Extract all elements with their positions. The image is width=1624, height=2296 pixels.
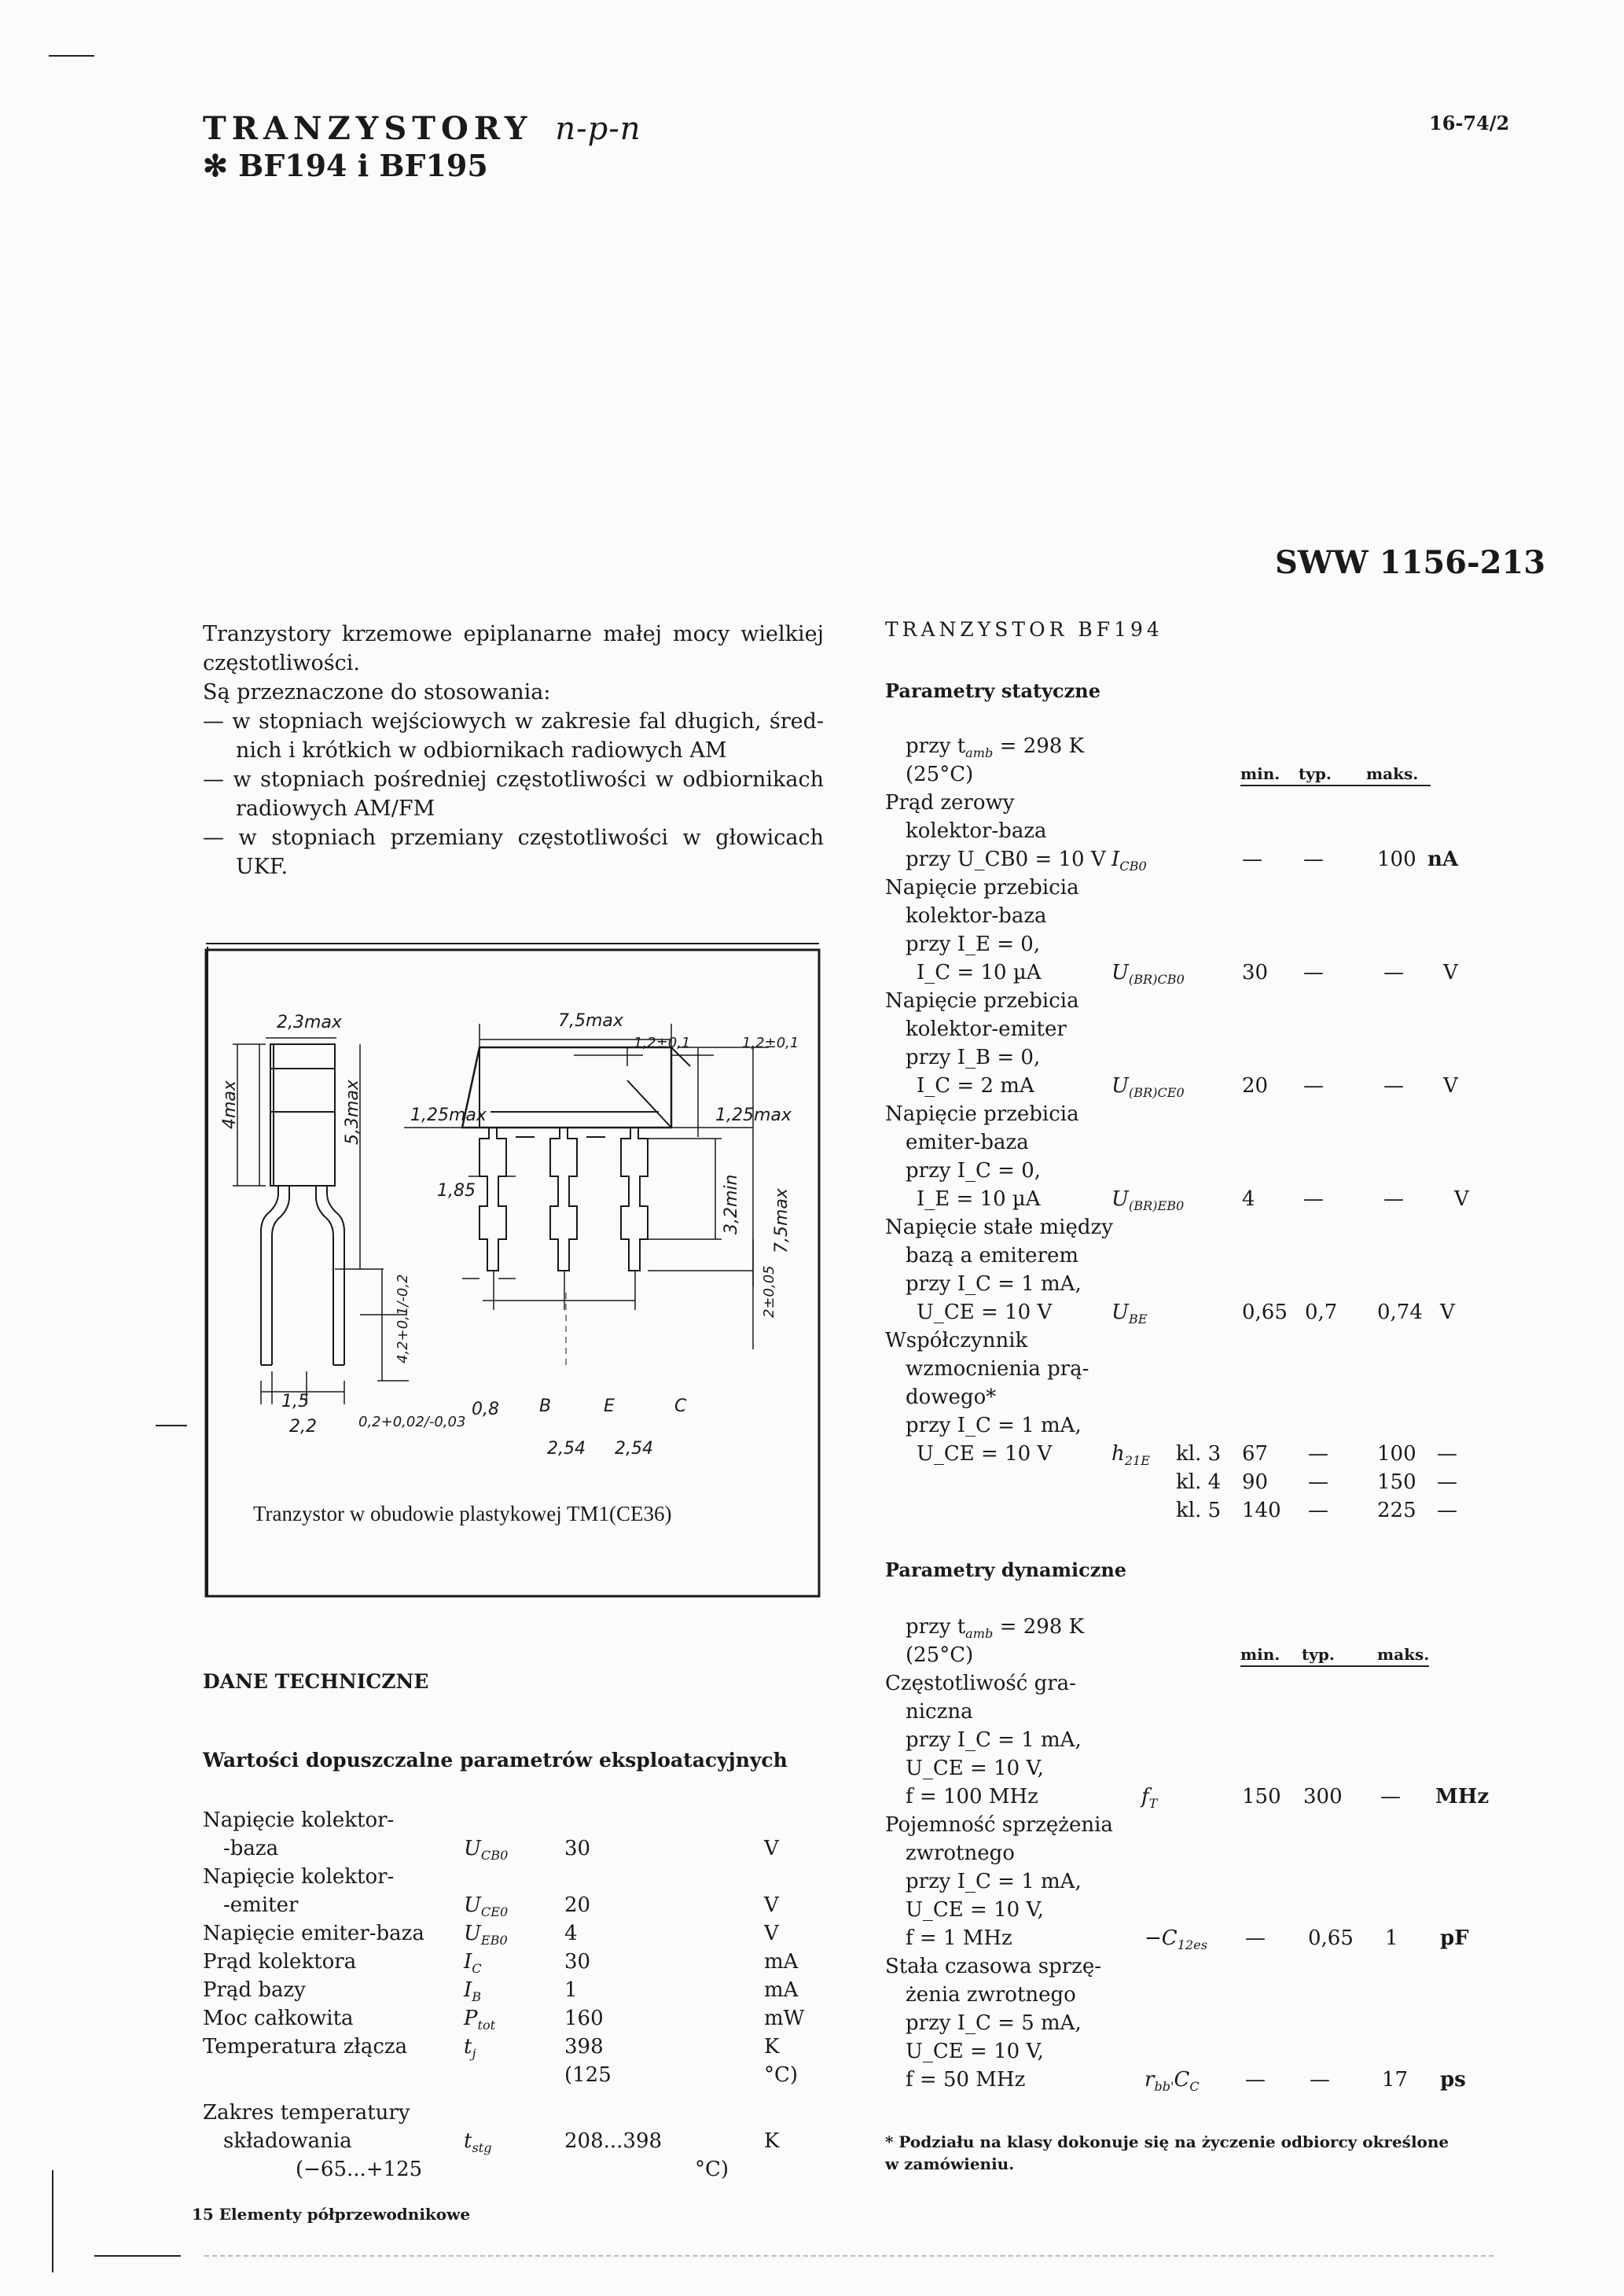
dim-label: 7,5max bbox=[772, 1188, 792, 1253]
param-line: przy I_E = 0, bbox=[906, 933, 1041, 956]
param-line: f = 50 MHz bbox=[906, 2068, 1026, 2092]
tech-symbol: $I_B$ bbox=[464, 1978, 482, 2005]
param-line: Prąd zerowy bbox=[885, 791, 1015, 815]
param-max: 100 bbox=[1377, 848, 1416, 871]
intro-line: — w stopniach pośredniej częstotliwości w odbiornikach bbox=[203, 767, 824, 792]
dim-label: 4max bbox=[220, 1080, 240, 1129]
param-min: — bbox=[1245, 1926, 1266, 1950]
param-unit: pF bbox=[1440, 1926, 1469, 1950]
dim-label: 2,54 bbox=[615, 1439, 653, 1459]
tech-name: Napięcie emiter-baza bbox=[203, 1922, 424, 1945]
dynamic-table bbox=[885, 1615, 1514, 2103]
dim-label: 3,2min bbox=[722, 1174, 741, 1234]
param-max: 17 bbox=[1382, 2068, 1409, 2092]
param-max: — bbox=[1383, 1187, 1404, 1211]
dim-label: 2,54 bbox=[547, 1439, 586, 1459]
footnote: * Podziału na klasy dokonuje się na życzenie odbiorcy określone bbox=[885, 2132, 1449, 2151]
param-line: I_E = 10 µA bbox=[917, 1187, 1041, 1211]
param-symbol: $I_{CB0}$ bbox=[1111, 848, 1147, 874]
tech-unit: K bbox=[764, 2035, 780, 2059]
header-rule bbox=[1240, 785, 1431, 786]
param-symbol: $U_{(BR)CB0}$ bbox=[1111, 961, 1185, 988]
param-typ: — bbox=[1308, 1442, 1328, 1466]
param-min: 140 bbox=[1242, 1499, 1281, 1522]
tech-name: Temperatura złącza bbox=[203, 2035, 408, 2059]
dim-label: 7,5max bbox=[558, 1011, 623, 1031]
tech-symbol: $I_C$ bbox=[464, 1950, 482, 1977]
tech-symbol: $U_{EB0}$ bbox=[464, 1922, 508, 1948]
hfe-class: kl. 5 bbox=[1176, 1499, 1222, 1522]
dim-label: 2,2 bbox=[289, 1417, 317, 1437]
param-line: bazą a emiterem bbox=[906, 1244, 1079, 1268]
param-min: 20 bbox=[1242, 1074, 1269, 1098]
tech-unit: V bbox=[764, 1922, 779, 1945]
top-left-rule bbox=[49, 55, 94, 57]
tech-name: Moc całkowita bbox=[203, 2007, 354, 2030]
col-typ: typ. bbox=[1299, 764, 1332, 786]
param-symbol: $-C_{12es}$ bbox=[1145, 1926, 1207, 1953]
tech-unit: V bbox=[764, 1837, 779, 1860]
standard-number: SWW 1156-213 bbox=[1275, 544, 1546, 581]
tech-value: 1 bbox=[564, 1978, 578, 2002]
param-line: Napięcie przebicia bbox=[885, 1102, 1079, 1126]
intro-line: — w stopniach przemiany częstotliwości w głowicach bbox=[203, 826, 824, 850]
param-min: — bbox=[1245, 2068, 1266, 2092]
param-max: — bbox=[1383, 1074, 1404, 1098]
tech-value: 208...398 bbox=[564, 2129, 663, 2153]
dim-label: 1,2±0,1 bbox=[634, 1035, 691, 1051]
tech-value: 30 bbox=[564, 1950, 591, 1974]
dynamic-heading: Parametry dynamiczne bbox=[885, 1558, 1127, 1581]
dim-label: 0,2+0,02/-0,03 bbox=[358, 1414, 466, 1430]
tech-table bbox=[203, 1808, 832, 2162]
page-code: 16-74/2 bbox=[1429, 112, 1510, 134]
intro-line: radiowych AM/FM bbox=[236, 797, 435, 821]
param-max: 150 bbox=[1377, 1470, 1416, 1494]
figure-caption: Tranzystor w obudowie plastykowej TM1(CE36) bbox=[253, 1502, 672, 1525]
col-min: min. bbox=[1240, 1645, 1280, 1667]
param-min: 4 bbox=[1242, 1187, 1255, 1211]
param-line: przy U_CB0 = 10 V bbox=[906, 848, 1106, 871]
col-max: maks. bbox=[1366, 764, 1418, 786]
param-line: f = 1 MHz bbox=[906, 1926, 1012, 1950]
param-symbol: $U_{BE}$ bbox=[1111, 1301, 1148, 1327]
param-line: U_CE = 10 V bbox=[917, 1301, 1053, 1324]
tech-symbol: $U_{CB0}$ bbox=[464, 1837, 509, 1864]
cond-line: przy $t_{amb} = 298$ K bbox=[906, 1615, 1085, 1642]
hfe-class: kl. 4 bbox=[1176, 1470, 1222, 1494]
param-typ: — bbox=[1303, 1187, 1324, 1211]
header-title bbox=[203, 110, 641, 147]
tech-name: Prąd bazy bbox=[203, 1978, 306, 2002]
tech-symbol: $t_j$ bbox=[464, 2035, 476, 2062]
param-unit: V bbox=[1454, 1187, 1469, 1211]
tech-name: Prąd kolektora bbox=[203, 1950, 357, 1974]
cond-line: przy $t_{amb} = 298$ K bbox=[906, 734, 1085, 761]
param-max: 0,74 bbox=[1377, 1301, 1423, 1324]
footnote: w zamówieniu. bbox=[885, 2154, 1015, 2173]
param-line: U_CE = 10 V, bbox=[906, 1757, 1044, 1780]
col-typ: typ. bbox=[1302, 1645, 1335, 1667]
param-line: przy I_B = 0, bbox=[906, 1046, 1041, 1069]
param-line: Częstotliwość gra- bbox=[885, 1672, 1076, 1695]
param-symbol: $f_T$ bbox=[1141, 1785, 1158, 1812]
param-min: 150 bbox=[1242, 1785, 1281, 1808]
left-tick bbox=[156, 1425, 187, 1426]
static-heading: Parametry statyczne bbox=[885, 679, 1100, 702]
pin-label-b: B bbox=[539, 1396, 552, 1416]
param-line: przy I_C = 5 mA, bbox=[906, 2011, 1082, 2035]
param-line: I_C = 2 mA bbox=[917, 1074, 1034, 1098]
param-typ: 0,65 bbox=[1308, 1926, 1354, 1950]
dim-label: 1,2±0,1 bbox=[742, 1035, 799, 1051]
tech-name: -emiter bbox=[223, 1893, 299, 1917]
pin-label-e: E bbox=[604, 1396, 615, 1416]
package-figure bbox=[203, 940, 824, 1598]
tech-name: Napięcie kolektor- bbox=[203, 1865, 395, 1889]
tech-unit: K bbox=[764, 2129, 780, 2153]
intro-line: Są przeznaczone do stosowania: bbox=[203, 680, 551, 705]
param-unit: V bbox=[1440, 1301, 1455, 1324]
cond-line: (25°C) bbox=[906, 763, 974, 786]
param-line: przy I_C = 1 mA, bbox=[906, 1414, 1082, 1437]
param-unit: V bbox=[1443, 1074, 1458, 1098]
tech-symbol: $P_{tot}$ bbox=[464, 2007, 496, 2033]
param-typ: — bbox=[1303, 1074, 1324, 1098]
static-table bbox=[885, 734, 1514, 1529]
param-line: dowego* bbox=[906, 1385, 997, 1409]
param-line: zwrotnego bbox=[906, 1842, 1015, 1865]
param-line: przy I_C = 1 mA, bbox=[906, 1728, 1082, 1752]
param-min: — bbox=[1242, 848, 1262, 871]
tech-unit: mW bbox=[764, 2007, 805, 2030]
param-symbol: $U_{(BR)CE0}$ bbox=[1111, 1074, 1185, 1101]
header-title-main: TRANZYSTORY bbox=[203, 110, 533, 147]
param-max: — bbox=[1383, 961, 1404, 984]
param-line: Stała czasowa sprzę- bbox=[885, 1955, 1102, 1978]
intro-line: częstotliwości. bbox=[203, 651, 360, 675]
tech-name: -baza bbox=[223, 1837, 279, 1860]
tech-storage-paren-unit: °C) bbox=[695, 2158, 729, 2181]
dim-label: 1,25max bbox=[715, 1106, 792, 1125]
param-max: 1 bbox=[1385, 1926, 1398, 1950]
param-line: przy I_C = 1 mA, bbox=[906, 1272, 1082, 1296]
dim-label: 1,5 bbox=[281, 1392, 309, 1411]
tech-symbol: $U_{CE0}$ bbox=[464, 1893, 509, 1920]
intro-line: — w stopniach wejściowych w zakresie fal długich, śred- bbox=[203, 709, 824, 734]
param-line: wzmocnienia prą- bbox=[906, 1357, 1089, 1381]
param-typ: — bbox=[1303, 848, 1324, 871]
param-max: 225 bbox=[1377, 1499, 1416, 1522]
param-typ: — bbox=[1308, 1499, 1328, 1522]
param-line: kolektor-baza bbox=[906, 819, 1047, 843]
param-unit: MHz bbox=[1435, 1785, 1490, 1808]
tech-name: składowania bbox=[223, 2129, 352, 2153]
param-line: f = 100 MHz bbox=[906, 1785, 1038, 1808]
param-line: U_CE = 10 V, bbox=[906, 1898, 1044, 1922]
intro-text bbox=[203, 620, 824, 881]
param-line: emiter-baza bbox=[906, 1131, 1029, 1154]
tech-symbol: $t_{stg}$ bbox=[464, 2129, 492, 2156]
col-max: maks. bbox=[1377, 1645, 1429, 1667]
tech-unit: V bbox=[764, 1893, 779, 1917]
tech-name: Napięcie kolektor- bbox=[203, 1808, 395, 1832]
tech-unit-paren: °C) bbox=[764, 2063, 799, 2087]
tech-value: 30 bbox=[564, 1837, 591, 1860]
param-line: kolektor-emiter bbox=[906, 1017, 1067, 1041]
param-line: U_CE = 10 V bbox=[917, 1442, 1053, 1466]
param-line: niczna bbox=[906, 1700, 973, 1724]
header-rule bbox=[1240, 1665, 1429, 1667]
intro-line: nich i krótkich w odbiornikach radiowych AM bbox=[236, 738, 727, 763]
tech-subheading: Wartości dopuszczalne parametrów eksploatacyjnych bbox=[203, 1749, 788, 1772]
param-min: 0,65 bbox=[1242, 1301, 1288, 1324]
param-typ: — bbox=[1303, 961, 1324, 984]
param-max: 100 bbox=[1377, 1442, 1416, 1466]
dim-label: 2,3max bbox=[277, 1013, 342, 1032]
bottom-rule bbox=[94, 2255, 181, 2257]
param-unit: V bbox=[1443, 961, 1458, 984]
dim-label: 4,2+0,1/-0,2 bbox=[395, 1274, 411, 1363]
footer-left: 15 Elementy półprzewodnikowe bbox=[192, 2205, 471, 2224]
param-line: Napięcie przebicia bbox=[885, 876, 1079, 900]
dim-label: 5,3max bbox=[343, 1080, 362, 1145]
param-line: przy I_C = 1 mA, bbox=[906, 1870, 1082, 1893]
param-min: 90 bbox=[1242, 1470, 1269, 1494]
param-min: 30 bbox=[1242, 961, 1269, 984]
param-typ: 0,7 bbox=[1305, 1301, 1338, 1324]
param-unit: nA bbox=[1427, 848, 1459, 871]
tech-heading: DANE TECHNICZNE bbox=[203, 1670, 429, 1693]
param-symbol: $h_{21E}$ bbox=[1111, 1442, 1151, 1469]
tech-value: 20 bbox=[564, 1893, 591, 1917]
param-line: U_CE = 10 V, bbox=[906, 2040, 1044, 2063]
param-line: I_C = 10 µA bbox=[917, 961, 1042, 984]
header-subtitle: ✻ BF194 i BF195 bbox=[203, 148, 488, 183]
package-drawing bbox=[203, 940, 824, 1598]
tech-storage-paren: (−65...+125 bbox=[296, 2158, 423, 2181]
param-typ: 300 bbox=[1303, 1785, 1343, 1808]
intro-line: Tranzystory krzemowe epiplanarne małej mocy wielkiej bbox=[203, 622, 824, 646]
cond-line: (25°C) bbox=[906, 1643, 974, 1667]
param-symbol: $r_{bb'}C_C$ bbox=[1145, 2068, 1200, 2095]
param-line: żenia zwrotnego bbox=[906, 1983, 1076, 2007]
param-line: kolektor-baza bbox=[906, 904, 1047, 928]
tech-value-paren: (125 bbox=[564, 2063, 612, 2087]
param-line: Napięcie stałe między bbox=[885, 1216, 1113, 1239]
tech-value: 4 bbox=[564, 1922, 578, 1945]
dim-label: 0,8 bbox=[472, 1400, 499, 1419]
intro-line: UKF. bbox=[236, 855, 288, 879]
tech-unit: mA bbox=[764, 1978, 799, 2002]
dim-label: 1,25max bbox=[410, 1106, 487, 1125]
right-title: TRANZYSTOR BF194 bbox=[885, 618, 1163, 641]
dim-label: 2±0,05 bbox=[761, 1265, 777, 1318]
param-line: Współczynnik bbox=[885, 1329, 1028, 1352]
tech-unit: mA bbox=[764, 1950, 799, 1974]
tech-value: 398 bbox=[564, 2035, 604, 2059]
param-line: Pojemność sprzężenia bbox=[885, 1813, 1113, 1837]
param-min: 67 bbox=[1242, 1442, 1269, 1466]
param-unit: — bbox=[1437, 1442, 1457, 1466]
param-typ: — bbox=[1308, 1470, 1328, 1494]
param-symbol: $U_{(BR)EB0}$ bbox=[1111, 1187, 1185, 1214]
param-typ: — bbox=[1310, 2068, 1330, 2092]
param-unit: ps bbox=[1440, 2068, 1466, 2092]
param-unit: — bbox=[1437, 1499, 1457, 1522]
param-unit: — bbox=[1437, 1470, 1457, 1494]
left-edge-mark bbox=[52, 2170, 53, 2272]
hfe-class: kl. 3 bbox=[1176, 1442, 1222, 1466]
pin-label-c: C bbox=[674, 1396, 687, 1416]
bottom-dots bbox=[204, 2255, 1494, 2257]
param-max: — bbox=[1380, 1785, 1401, 1808]
col-min: min. bbox=[1240, 764, 1280, 786]
param-line: przy I_C = 0, bbox=[906, 1159, 1042, 1183]
param-line: Napięcie przebicia bbox=[885, 989, 1079, 1013]
header-title-type: n-p-n bbox=[555, 111, 641, 147]
tech-name: Zakres temperatury bbox=[203, 2101, 410, 2125]
tech-value: 160 bbox=[564, 2007, 604, 2030]
dim-label: 1,85 bbox=[437, 1181, 476, 1201]
